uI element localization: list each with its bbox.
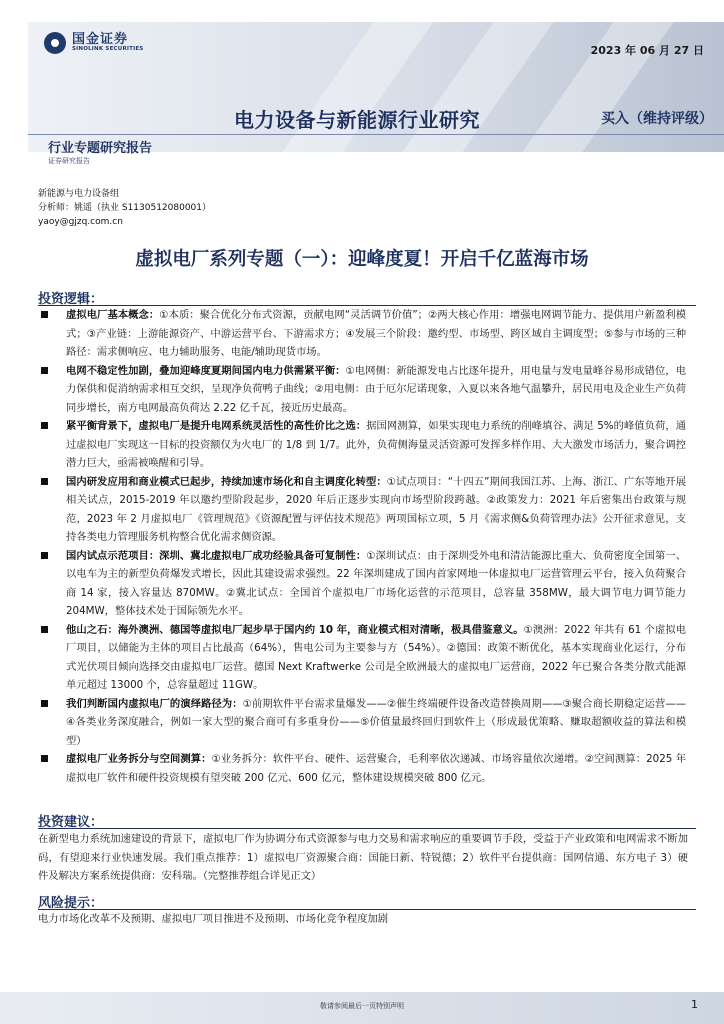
logic-list	[38, 306, 686, 787]
bullet-square-icon	[41, 626, 48, 633]
list-item	[38, 362, 686, 418]
list-item	[38, 417, 686, 473]
bullet-lead: 国内试点示范项目：深圳、冀北虚拟电厂成功经验具备可复制性：	[66, 549, 367, 562]
analyst-info	[38, 187, 211, 229]
risk-text: 电力市场化改革不及预期、虚拟电厂项目推进不及预期、市场化竞争程度加剧	[38, 913, 389, 925]
list-item	[38, 547, 686, 621]
list-item	[38, 306, 686, 362]
bullet-lead: 他山之石：海外澳洲、德国等虚拟电厂起步早于国内约 10 年，商业模式相对清晰，极具借鉴意义。	[66, 623, 524, 636]
analyst-email[interactable]: yaoy@gjzq.com.cn	[38, 217, 123, 227]
bullet-square-icon	[41, 367, 48, 374]
bullet-lead: 我们判断国内虚拟电厂的演绎路径为：	[66, 697, 243, 710]
bullet-lead: 国内研发应用和商业模式已起步，持续加速市场化和自主调度化转型：	[66, 475, 387, 488]
section-divider	[38, 828, 696, 829]
bullet-square-icon	[41, 552, 48, 559]
section-heading-risk: 风险提示：	[38, 896, 104, 911]
bullet-lead: 电网不稳定性加剧，叠加迎峰度夏期间国内电力供需紧平衡：	[66, 364, 346, 377]
analyst-group: 新能源与电力设备组	[38, 189, 120, 199]
bullet-text: ①本质：聚合优化分布式资源，贡献电网“灵活调节价值”；②两大核心作用：增强电网调节能力、提供用户新盈利模式；③产业链：上游能源资产、中游运营平台、下游需求方；④发展三个阶段：邀约型、市场型、跨区域自主调度型；⑤参与市场的三种路径：需求侧响应、电力辅助服务、电能/辅助现货市场。	[66, 309, 686, 358]
report-header	[28, 22, 724, 165]
page-title: 虚拟电厂系列专题（一）：迎峰度夏！开启千亿蓝海市场	[135, 249, 589, 270]
bullet-square-icon	[41, 755, 48, 762]
bullet-text: ①深圳试点：由于深圳受外电和清洁能源比重大、负荷密度全国第一、以电车为主的新型负荷爆发式增长，因此其建设需求强烈。22 年深圳建成了国内首家网地一体虚拟电厂运营管理云平台，接入负荷聚合商 14 家，接入容量达 870MW。②冀北试点：全国首个虚拟电厂市场化运营的示范项目，总容量 358MW，最大调节电力调节能力 204MW，整体技术处于国际领先水平。	[66, 549, 687, 617]
bullet-square-icon	[41, 422, 48, 429]
report-date: 2023 年 06 月 27 日	[590, 44, 704, 57]
bullet-square-icon	[41, 311, 48, 318]
logo-cn-text: 国金证券	[72, 32, 129, 48]
bullet-lead: 虚拟电厂基本概念：	[66, 309, 160, 321]
report-subtype: 证券研究报告	[48, 157, 90, 165]
list-item	[38, 473, 686, 547]
bullet-text: ①澳洲：2022 年共有 61 个虚拟电厂项目，以储能为主体的项目占比最高（64%），售电公司为主要参与方（54%）。②德国：政策不断优化，基本实现商业化运行，分布式光伏项目倾向选择交由虚拟电厂运营。德国 Next Kraftwerke 公司是全欧洲最大的虚拟电厂运营商，2022 年已聚合各类分散式能源单元超过 13000 个，总容量超过 11GW。	[66, 623, 687, 691]
advice-text: 在新型电力系统加速建设的背景下，虚拟电厂作为协调分布式资源参与电力交易和需求响应的重要调节手段，受益于产业政策和电网需求不断加码，有望迎来行业快速发展。我们重点推荐：1）虚拟电厂资源聚合商：国能日新、特锐德；2）软件平台提供商：国网信通、东方电子 3）硬件及解决方案系统提供商：安科瑞。（完整推荐组合详见正文）	[38, 833, 688, 882]
bullet-lead: 紧平衡背景下，虚拟电厂是提升电网系统灵活性的高性价比之选：	[66, 420, 367, 432]
list-item	[38, 621, 686, 695]
analyst-name: 分析师：姚遥（执业 S1130512080001）	[38, 203, 212, 213]
bullet-text: ①前期软件平台需求量爆发——②催生终端硬件设备改造替换周期——③聚合商长期稳定运营——④各类业务深度融合，例如一家大型的聚合商可有多重身份——⑤价值量最终回归到软件上（形成最优策略、赚取超额收益的算法和模型）	[66, 697, 686, 747]
list-item	[38, 695, 686, 751]
footer-disclaimer[interactable]: 敬请参阅最后一页特别声明	[320, 1002, 404, 1010]
bullet-square-icon	[41, 700, 48, 707]
rating-badge: 买入（维持评级）	[601, 111, 713, 127]
logo-mark-icon	[44, 32, 66, 54]
page-number: 1	[691, 998, 698, 1011]
bullet-text: ①电网侧：新能源发电占比逐年提升，用电量与发电量峰谷易形成错位，电力保供和促消纳需求相互交织，呈现净负荷鸭子曲线；②用电侧：由于厄尔尼诺现象，入夏以来各地气温攀升，居民用电及企业生产负荷同步增长，南方电网最高负荷达 2.22 亿千瓦，接近历史最高。	[66, 364, 687, 414]
section-heading-logic: 投资逻辑：	[38, 292, 104, 307]
sinolink-logo	[44, 32, 143, 54]
bullet-square-icon	[41, 478, 48, 485]
list-item	[38, 750, 686, 787]
section-heading-advice: 投资建议：	[38, 815, 104, 830]
bullet-text: ①业务拆分：软件平台、硬件、运营聚合，毛利率依次递减、市场容量依次递增。②空间测算：2025 年虚拟电厂软件和硬件投资规模有望突破 200 亿元、600 亿元，整体建设规模突破 800 亿元。	[66, 753, 686, 784]
industry-title: 电力设备与新能源行业研究	[234, 108, 480, 132]
bullet-text: 据国网测算，如果实现电力系统的削峰填谷、满足 5%的峰值负荷，通过虚拟电厂实现这一目标的投资额仅为火电厂的 1/8 到 1/7。此外，负荷侧海量灵活资源可发挥多样作用、大大激发市场活力，聚合调控潜力巨大，亟需被唤醒和引导。	[66, 420, 687, 469]
bullet-lead: 虚拟电厂业务拆分与空间测算：	[66, 753, 212, 765]
header-divider	[28, 134, 724, 135]
logo-en-text: SINOLINK SECURITIES	[72, 45, 144, 52]
bullet-text: ①试点项目：“十四五”期间我国江苏、上海、浙江、广东等地开展相关试点，2015-2019 年以邀约型阶段起步，2020 年后正逐步实现向市场型阶段跨越。②政策发力：2021 年后密集出台政策与规范，2023 年 2 月虚拟电厂《管理规范》《资源配置与评估技术规范》两项国标立项，5 月《需求侧&负荷管理办法》公开征求意见，支持各类电力管理服务机构整合优化需求侧资源。	[66, 475, 686, 543]
report-type: 行业专题研究报告	[48, 141, 153, 156]
